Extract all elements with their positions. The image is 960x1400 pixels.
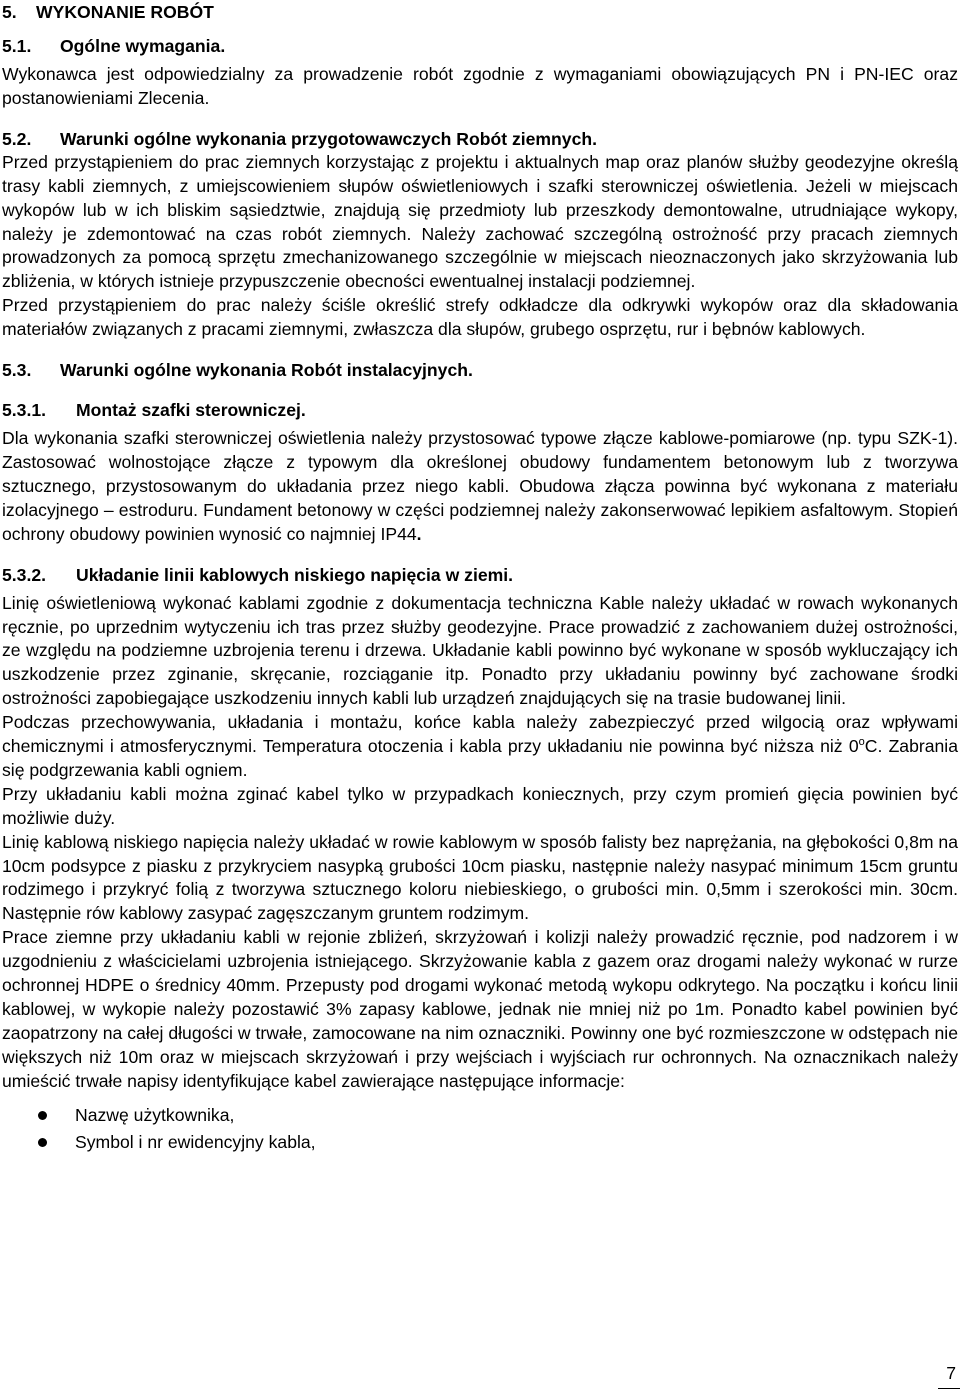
list-item [2,1102,958,1129]
paragraph-5-3-2-protection [2,711,958,783]
heading-number: 5.3.1. [2,400,47,421]
paragraph-5-3-2-crossings: Prace ziemne przy układaniu kabli w rejonie zbliżeń, skrzyżowań i kolizji należy prowadzić ręcznie, pod nadzorem i w uzgodnieniu z właścicielami uzbrojenia istniejącego. Skrzyżowanie kabla z gazem oraz drogami należy wykonać w rurze ochronnej HDPE o średnicy 40mm. Przepusty pod drogami wykonać metodą wykopu odkrytego. Na początku i końcu linii kablowej, w wykopie należy pozostawić 3% zapasy kablowe, jednak nie mniej niż po 1m. Ponadto kabel powinien być zaopatrzony na całej długości w trwałe, zamocowane na nim oznaczniki. Powinny one być rozmieszczone w odstępach nie większych niż 10m oraz w miejscach skrzyżowań i przy wejściach i wyjściach rur ochronnych. Na oznacznikach należy umieścić trwałe napisy identyfikujące kabel zawierające następujące informacje: [2,927,958,1091]
heading-text: WYKONANIE ROBÓT [36,2,214,22]
heading-section-5-1 [2,34,958,58]
heading-text: Warunki ogólne wykonania Robót instalacyjnych. [60,360,473,381]
heading-number: 5.2. [2,128,32,149]
paragraph-5-2-storage-zones: Przed przystąpieniem do prac należy ściśle określić strefy odkładcze dla odkrywki wykopów oraz dla składowania materiałów związanych z pracami ziemnymi, zwłaszcza dla słupów, grubego osprzętu, rur i bębnów kablowych. [2,295,958,340]
paragraph-5-3-2-laying-depth: Linię kablową niskiego napięcia należy układać w rowie kablowym w sposób falisty bez naprężania, na głębokości 0,8m na 10cm podsypce z piasku z przykryciem nasypką grubości 10cm piasku, następnie należy nasypać minimum 15cm gruntu rodzimego i przykryć folią z tworzywa sztucznego koloru niebieskiego, o grubości min. 0,5mm i szerokości min. 30cm. Następnie rów kablowy zasypać zagęszczanym gruntem rodzimym. [2,831,958,924]
heading-number: 5.3. [2,360,32,381]
list-item-text: Nazwę użytkownika, [75,1104,235,1125]
footer-rule [938,1388,960,1389]
heading-number: 5.1. [2,36,32,56]
paragraph-5-3-2-cable-trenches: Linię oświetleniową wykonać kablami zgodnie z dokumentacja techniczna Kable należy układać w rowach wykonanych ręcznie, po uprzednim wytyczeniu ich tras przez służby geodezyjne. Prace prowadzić z zachowaniem dużej ostrożności, ze względu na podziemne uzbrojenia terenu i drzewa. Układanie kabli powinno być wykonane w sposób wykluczający ich uszkodzenie przez zginanie, skręcanie, rozciąganie itp. Ponadto przy układaniu powinny być zachowane środki ostrożności zapobiegające uszkodzeniu innych kabli lub urządzeń znajdujących się na trasie budowanej linii. [2,592,958,709]
heading-text: Montaż szafki sterowniczej. [76,400,306,421]
heading-number: 5. [2,2,17,22]
document-page [2,0,958,1156]
paragraph-text: C. Zabrania się podgrzewania kabli ogniem. [2,736,959,780]
heading-section-5-3-2 [2,563,958,587]
paragraph-text: Podczas przechowywania, układania i montażu, końce kabla należy zabezpieczyć przed wilgocią oraz wpływami chemicznymi i atmosferycznymi. Temperatura otoczenia i kabla przy układaniu nie powinna być niższa niż 0 [2,712,958,757]
paragraph-text: Dla wykonania szafki sterowniczej oświetlenia należy przystosować typowe złącze kablowe-pomiarowe (np. typu SZK-1). Zastosować wolnostojące złącze z typowym dla określonej obudowy fundamentem betonowym lub z tworzywa sztucznego, przystosowanym do układania przez niego kabli. Obudowa złącza powinna być wykonana z materiału izolacyjnego – estroduru. Fundament betonowy w części podziemnej należy zakonserwować lepikiem asfaltowym. Stopień ochrony obudowy powinien wynosić co najmniej IP44 [2,428,958,544]
bullet-icon [38,1138,47,1147]
heading-number: 5.3.2. [2,564,47,585]
heading-text: Warunki ogólne wykonania przygotowawczych Robót ziemnych. [60,128,598,149]
bullet-icon [38,1111,47,1120]
heading-section-5-3 [2,358,958,382]
list-item [2,1129,958,1156]
heading-text: Ogólne wymagania. [60,36,226,56]
heading-section-5-2 [2,127,958,151]
heading-section-5-3-1 [2,398,958,422]
paragraph-5-1: Wykonawca jest odpowiedzialny za prowadzenie robót zgodnie z wymaganiami obowiązujących PN i PN-IEC oraz postanowieniami Zlecenia. [2,64,958,108]
paragraph-5-3-2-bending: Przy układaniu kabli można zginać kabel tylko w przypadkach koniecznych, przy czym promień gięcia powinien być możliwie duży. [2,783,958,828]
heading-section-5 [2,0,958,24]
heading-text: Układanie linii kablowych niskiego napięcia w ziemi. [76,564,514,585]
list-item-text: Symbol i nr ewidencyjny kabla, [75,1131,316,1152]
marker-info-list [2,1102,958,1156]
degree-superscript: o [858,736,865,749]
paragraph-end-mark: . [416,523,422,544]
page-number: 7 [946,1363,956,1383]
paragraph-5-2-earthworks: Przed przystąpieniem do prac ziemnych korzystając z projektu i aktualnych map oraz planów służby geodezyjne określą trasy kabli ziemnych, z umiejscowieniem słupów oświetleniowych i szafki sterowniczej oświetlenia. Jeżeli w miejscach wykopów lub w ich bliskim sąsiedztwie, znajdują się przedmioty lub przeszkody demontowalne, utrudniające wykopy, należy je zdemontować na czas robót ziemnych. Należy zachować szczególną ostrożność przy pracach ziemnych prowadzonych za pomocą sprzętu zmechanizowanego szczególnie w miejscach nieoznaczonych jako skrzyżowania lub zbliżenia, w których istnieje przypuszczenie obecności ewentualnej instalacji podziemnej. [2,151,958,292]
paragraph-5-3-1-control-cabinet [2,427,958,547]
